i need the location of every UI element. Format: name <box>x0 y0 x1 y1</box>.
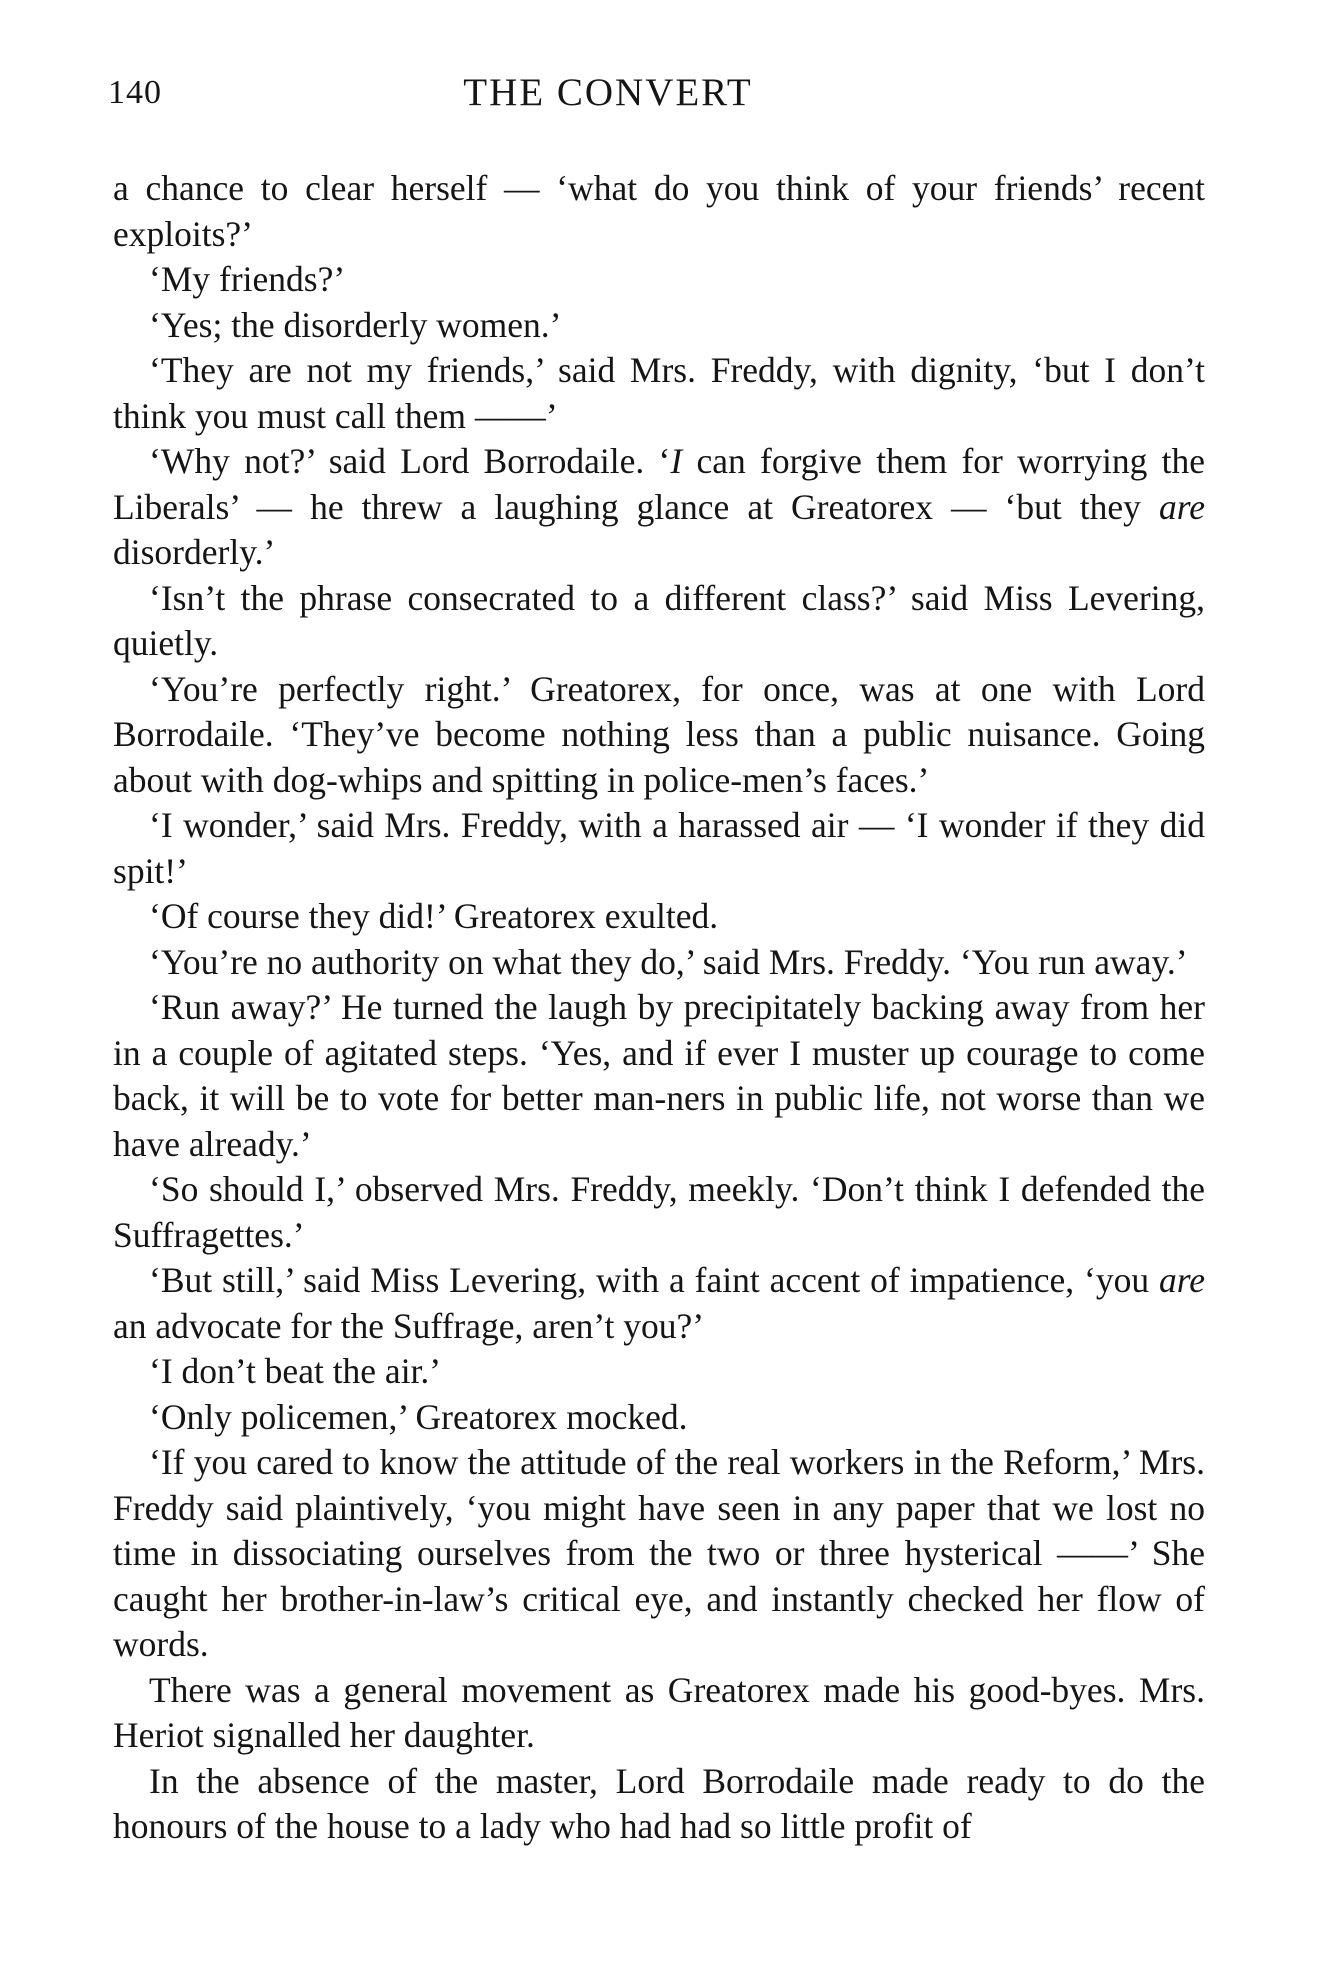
text-run: ‘If you cared to know the attitude of the real workers in the Reform,’ Mrs. Freddy said plaintively, ‘you might have seen in any paper that we lost no time in dissociating ourselves from the two or three hysterical ——’ She caught her brother-in-law’s critical eye, and instantly checked her flow of words. <box>113 1442 1205 1664</box>
text-run: ‘My friends?’ <box>149 259 346 299</box>
text-run: disorderly.’ <box>113 532 276 572</box>
paragraph <box>113 439 1205 576</box>
paragraph <box>113 1395 1205 1441</box>
running-head <box>108 71 1208 124</box>
italic-text: are <box>1158 486 1205 527</box>
text-run: There was a general movement as Greatorex made his good-byes. Mrs. Heriot signalled her daughter. <box>113 1669 1205 1755</box>
paragraph <box>113 1167 1205 1258</box>
paragraph <box>113 803 1205 894</box>
text-run: can forgive them for worrying the Liberals’ — he threw a laughing glance at Greatorex — ‘but they <box>113 441 1205 527</box>
paragraph <box>113 348 1205 439</box>
paragraph <box>113 1349 1205 1395</box>
text-run: ‘I wonder,’ said Mrs. Freddy, with a harassed air — ‘I wonder if they did spit!’ <box>113 805 1205 891</box>
text-run: ‘Yes; the disorderly women.’ <box>149 304 562 345</box>
text-run: an advocate for the Suffrage, aren’t you?’ <box>113 1305 705 1346</box>
text-run: ‘Isn’t the phrase consecrated to a different class?’ said Miss Levering, quietly. <box>113 577 1205 663</box>
paragraph <box>113 667 1205 804</box>
paragraph <box>113 1759 1205 1850</box>
paragraph <box>113 303 1205 349</box>
text-run: ‘So should I,’ observed Mrs. Freddy, meekly. ‘Don’t think I defended the Suffragettes.’ <box>113 1169 1205 1255</box>
text-run: ‘Only policemen,’ Greatorex mocked. <box>149 1396 688 1437</box>
paragraph <box>113 1440 1205 1668</box>
text-run: ‘Run away?’ He turned the laugh by precipitately backing away from her in a couple of agitated steps. ‘Yes, and if ever I muster up courage to come back, it will be to vote for better man-ners in public life, not worse than we have already.’ <box>113 987 1205 1164</box>
text-run: ‘You’re perfectly right.’ Greatorex, for once, was at one with Lord Borrodaile. ‘They’ve become nothing less than a public nuisance. Going about with dog-whips and spitting in police-men’s faces.’ <box>113 668 1205 800</box>
text-run: ‘They are not my friends,’ said Mrs. Freddy, with dignity, ‘but I don’t think you must call them ——’ <box>113 350 1205 436</box>
paragraph <box>113 257 1205 303</box>
paragraph <box>113 576 1205 667</box>
italic-text: are <box>1158 1260 1205 1300</box>
text-run: ‘Why not?’ said Lord Borrodaile. ‘ <box>149 441 671 481</box>
italic-text: I <box>670 441 683 481</box>
paragraph <box>113 894 1205 940</box>
paragraph <box>113 166 1205 257</box>
paragraph <box>113 985 1205 1167</box>
text-run: In the absence of the master, Lord Borrodaile made ready to do the honours of the house to a lady who had had so little profit of <box>113 1760 1205 1846</box>
body-text <box>113 166 1205 1850</box>
paragraph <box>113 1258 1205 1349</box>
running-title: THE CONVERT <box>463 71 753 114</box>
text-run: ‘But still,’ said Miss Levering, with a faint accent of impatience, ‘you <box>149 1260 1159 1300</box>
text-run: ‘Of course they did!’ Greatorex exulted. <box>149 896 719 936</box>
text-run: ‘I don’t beat the air.’ <box>149 1351 442 1391</box>
paragraph <box>113 1668 1205 1759</box>
paragraph <box>113 940 1205 986</box>
text-run: ‘You’re no authority on what they do,’ said Mrs. Freddy. ‘You run away.’ <box>149 941 1188 982</box>
page-number: 140 <box>108 74 162 111</box>
text-run: a chance to clear herself — ‘what do you think of your friends’ recent exploits?’ <box>113 168 1205 254</box>
